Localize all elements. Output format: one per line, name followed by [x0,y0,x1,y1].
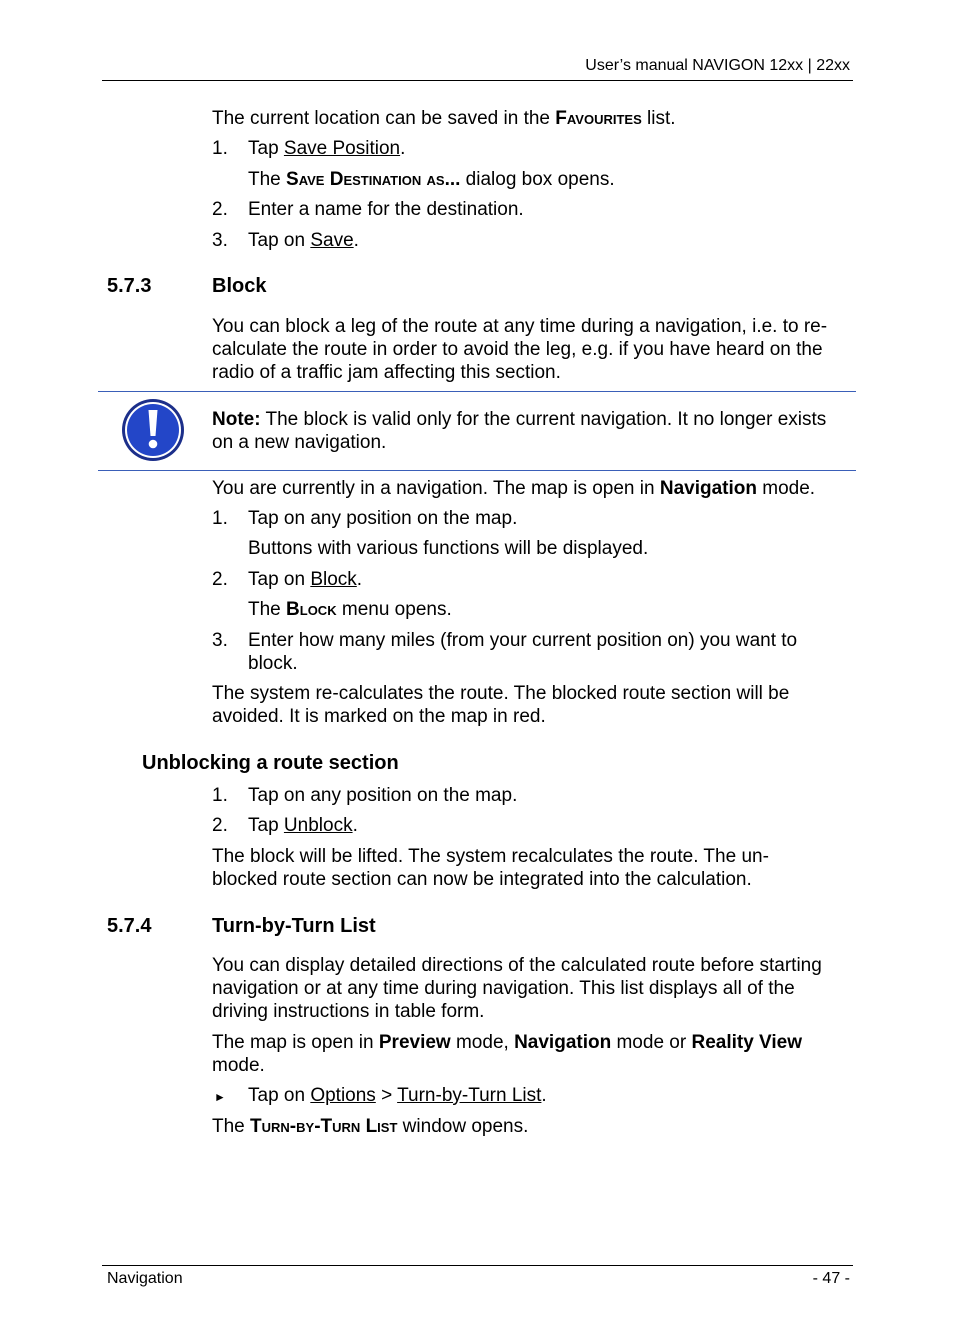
step-tap-unblock: Tap Unblock. [248,815,358,836]
block-term: Block [286,599,337,620]
step-number: 2. [212,815,228,836]
step-tap-options: Tap on Options > Turn-by-Turn List. [248,1085,547,1106]
note-top-rule [98,391,856,392]
block-outcome: The system re-calculates the route. The blocked route section will be avoided. It is marked on the map in red. [212,683,790,727]
turn-list-intro: You can display detailed directions of the calculated route before starting navigation or at any time during navigation. This list displays all of the driving instructions in table form. [212,955,822,1022]
step-result-text: Buttons with various functions will be displayed. [248,538,649,559]
turn-list-result: The Turn-by-Turn List window opens. [212,1116,529,1137]
unblock-outcome: The block will be lifted. The system recalculates the route. The un-blocked route section can now be integrated into the calculation. [212,846,769,890]
options-link[interactable]: Options [310,1085,376,1106]
note-bottom-rule [98,470,856,471]
section-title: Turn-by-Turn List [212,915,376,937]
page-number: - 47 - [812,1270,850,1287]
save-position-link[interactable]: Save Position [283,138,401,159]
turn-list-modes: The map is open in Preview mode, Navigation mode or Reality View mode. [212,1032,803,1076]
save-dialog-result: The Save Destination as... dialog box opens. [248,169,615,190]
section-number: 5.7.4 [107,915,152,937]
section-number: 5.7.3 [107,275,152,297]
step-enter-name: Enter a name for the destination. [248,199,524,220]
step-tap-map: Tap on any position on the map. [248,508,518,529]
step-number: 1. [212,138,228,159]
step-number: 2. [212,199,228,220]
step-number: 3. [212,230,228,251]
step-number: 1. [212,785,228,806]
block-intro: You can block a leg of the route at any time during a navigation, i.e. to re-calculate the route in order to avoid the leg, e.g. if you have heard on the radio of a traffic jam affecting this section. [212,316,828,383]
unblock-link[interactable]: Unblock [283,815,353,836]
save-destination-term: Save Destination as... [286,169,461,190]
turn-by-turn-list-link[interactable]: Turn-by-Turn List [397,1085,542,1106]
running-header: User’s manual NAVIGON 12xx | 22xx [585,57,850,74]
step-tap-block: Tap on Block. [248,569,363,590]
exclamation-icon [120,397,186,463]
block-context: You are currently in a navigation. The map is open in Navigation mode. [212,478,816,499]
footer-rule [102,1265,853,1266]
subsection-title: Unblocking a route section [142,752,399,774]
block-menu-result: The Block menu opens. [248,599,452,620]
step-number: 3. [212,630,228,651]
step-enter-miles: Enter how many miles (from your current position on) you want to block. [248,630,798,674]
turn-by-turn-term: Turn-by-Turn List [250,1116,398,1137]
step-save-position: Tap Save Position. [248,138,406,159]
step-tap-save: Tap on Save. [248,230,359,251]
save-link[interactable]: Save [310,230,354,251]
footer-section: Navigation [107,1270,183,1287]
step-number: 1. [212,508,228,529]
step-number: 2. [212,569,228,590]
block-link[interactable]: Block [310,569,357,590]
section-title: Block [212,275,267,297]
note-label: Note: [212,409,261,430]
note-text: Note: The block is valid only for the current navigation. It no longer exists on a new navigation. [212,409,827,453]
header-rule [102,80,853,81]
bullet-arrow-icon: ► [214,1090,226,1104]
step-tap-map: Tap on any position on the map. [248,785,518,806]
intro-paragraph: The current location can be saved in the Favourites list. [212,108,676,129]
favourites-term: Favourites [555,108,642,129]
